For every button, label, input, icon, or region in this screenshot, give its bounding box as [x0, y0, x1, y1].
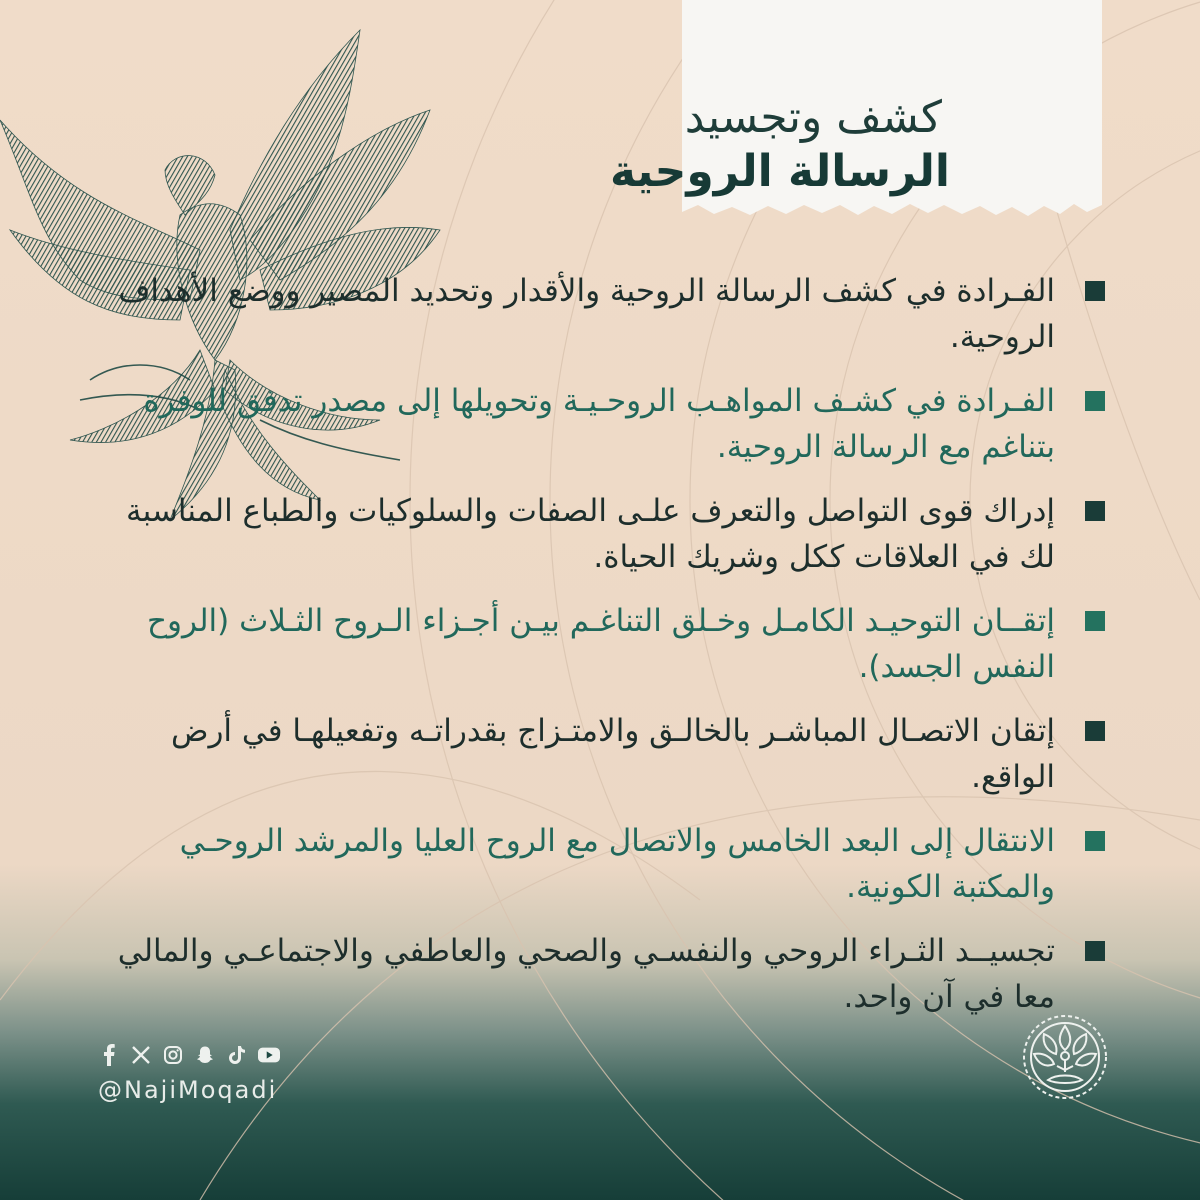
- list-item: [90, 818, 1105, 910]
- list-item-text: إتقــان التوحيـد الكامـل وخـلق التناغـم بيـن أجـزاء الـروح الثـلاث (الروح النفس الجسد).: [147, 603, 1055, 685]
- social-handle[interactable]: @NajiMoqadi: [98, 1076, 278, 1104]
- feature-list: [90, 268, 1105, 1038]
- meditation-lotus-icon: [1020, 1012, 1110, 1102]
- title-paper-card: [610, 0, 1102, 232]
- title-line-2: الرسالة الروحية: [610, 146, 950, 197]
- bullet-square-icon: [1085, 941, 1105, 961]
- list-item-text: إتقان الاتصـال المباشـر بالخالـق والامتـزاج بقدراتـه وتفعيلهـا في أرض الواقع.: [170, 713, 1055, 795]
- list-item: [90, 708, 1105, 800]
- tiktok-icon[interactable]: [226, 1044, 248, 1066]
- list-item: [90, 598, 1105, 690]
- instagram-icon[interactable]: [162, 1044, 184, 1066]
- social-links: [98, 1040, 280, 1070]
- snapchat-icon[interactable]: [194, 1044, 216, 1066]
- list-item-text: الفـرادة في كشف الرسالة الروحية والأقدار وتحديد المصير ووضع الأهداف الروحية.: [118, 273, 1055, 355]
- list-item-text: الفـرادة في كشـف المواهـب الروحـيـة وتحويلها إلى مصدر تدفق للوفرة بتناغم مع الرسالة الروحية.: [143, 383, 1055, 465]
- list-item: [90, 488, 1105, 580]
- bullet-square-icon: [1085, 721, 1105, 741]
- youtube-icon[interactable]: [258, 1044, 280, 1066]
- list-item: [90, 928, 1105, 1020]
- list-item-text: الانتقال إلى البعد الخامس والاتصال مع الروح العليا والمرشد الروحـي والمكتبة الكونية.: [179, 823, 1055, 905]
- facebook-icon[interactable]: [98, 1044, 120, 1066]
- list-item: [90, 378, 1105, 470]
- bullet-square-icon: [1085, 501, 1105, 521]
- list-item-text: تجسيــد الثـراء الروحي والنفسـي والصحي والعاطفي والاجتماعـي والمالي معا في آن واحد.: [117, 933, 1055, 1015]
- list-item-text: إدراك قوى التواصل والتعرف علـى الصفات والسلوكيات والطباع المناسبة لك في العلاقات ككل وشريك الحياة.: [125, 493, 1055, 575]
- title-line-1: كشف وتجسيد: [684, 92, 942, 143]
- bullet-square-icon: [1085, 831, 1105, 851]
- list-item: [90, 268, 1105, 360]
- x-icon[interactable]: [130, 1044, 152, 1066]
- bullet-square-icon: [1085, 611, 1105, 631]
- bullet-square-icon: [1085, 281, 1105, 301]
- bullet-square-icon: [1085, 391, 1105, 411]
